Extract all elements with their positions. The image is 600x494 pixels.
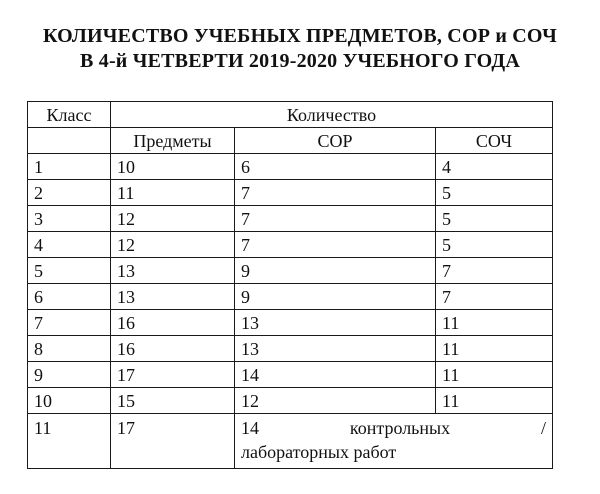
cell-sor: 9 bbox=[235, 284, 436, 310]
note-word: контрольных bbox=[349, 418, 451, 438]
cell-class: 10 bbox=[28, 388, 111, 414]
header-soch: СОЧ bbox=[436, 128, 553, 154]
table-row bbox=[28, 180, 553, 206]
cell-subjects: 16 bbox=[111, 336, 235, 362]
cell-subjects: 17 bbox=[111, 362, 235, 388]
table-row bbox=[28, 388, 553, 414]
cell-subjects: 11 bbox=[111, 180, 235, 206]
cell-class: 9 bbox=[28, 362, 111, 388]
cell-sor-note bbox=[235, 414, 553, 469]
cell-subjects: 16 bbox=[111, 310, 235, 336]
cell-sor: 14 bbox=[235, 362, 436, 388]
document-title bbox=[0, 24, 600, 74]
cell-class: 7 bbox=[28, 310, 111, 336]
cell-subjects: 12 bbox=[111, 232, 235, 258]
cell-soch: 5 bbox=[436, 232, 553, 258]
cell-soch: 5 bbox=[436, 180, 553, 206]
cell-subjects: 13 bbox=[111, 258, 235, 284]
cell-soch: 4 bbox=[436, 154, 553, 180]
note-line-2: лабораторных работ bbox=[241, 442, 397, 462]
cell-sor: 13 bbox=[235, 336, 436, 362]
cell-sor: 7 bbox=[235, 232, 436, 258]
cell-sor: 12 bbox=[235, 388, 436, 414]
header-sor: СОР bbox=[235, 128, 436, 154]
table-row bbox=[28, 336, 553, 362]
note-slash: / bbox=[541, 418, 547, 438]
cell-sor: 13 bbox=[235, 310, 436, 336]
table-row bbox=[28, 206, 553, 232]
cell-soch: 11 bbox=[436, 310, 553, 336]
table-row bbox=[28, 258, 553, 284]
cell-class: 5 bbox=[28, 258, 111, 284]
cell-soch: 11 bbox=[436, 388, 553, 414]
sor-value: 14 bbox=[241, 418, 259, 438]
cell-class: 1 bbox=[28, 154, 111, 180]
cell-class: 11 bbox=[28, 414, 111, 469]
table-row bbox=[28, 284, 553, 310]
header-empty-cell bbox=[28, 128, 111, 154]
cell-subjects: 15 bbox=[111, 388, 235, 414]
cell-soch: 5 bbox=[436, 206, 553, 232]
table-row bbox=[28, 154, 553, 180]
cell-soch: 7 bbox=[436, 284, 553, 310]
header-quantity: Количество bbox=[111, 102, 553, 128]
cell-subjects: 13 bbox=[111, 284, 235, 310]
cell-soch: 7 bbox=[436, 258, 553, 284]
header-row-sub bbox=[28, 128, 553, 154]
cell-class: 2 bbox=[28, 180, 111, 206]
cell-subjects: 17 bbox=[111, 414, 235, 469]
cell-sor: 7 bbox=[235, 206, 436, 232]
table-row bbox=[28, 310, 553, 336]
cell-sor: 7 bbox=[235, 180, 436, 206]
title-line-2: В 4-й ЧЕТВЕРТИ 2019-2020 УЧЕБНОГО ГОДА bbox=[80, 50, 520, 72]
table-row-last bbox=[28, 414, 553, 469]
cell-class: 3 bbox=[28, 206, 111, 232]
cell-subjects: 12 bbox=[111, 206, 235, 232]
header-subjects: Предметы bbox=[111, 128, 235, 154]
cell-sor: 9 bbox=[235, 258, 436, 284]
table-body bbox=[28, 102, 553, 469]
subjects-table bbox=[27, 101, 553, 469]
table-row bbox=[28, 232, 553, 258]
cell-class: 6 bbox=[28, 284, 111, 310]
cell-class: 4 bbox=[28, 232, 111, 258]
cell-soch: 11 bbox=[436, 336, 553, 362]
cell-class: 8 bbox=[28, 336, 111, 362]
note-line-1 bbox=[241, 416, 552, 440]
table-row bbox=[28, 362, 553, 388]
cell-subjects: 10 bbox=[111, 154, 235, 180]
title-line-1: КОЛИЧЕСТВО УЧЕБНЫХ ПРЕДМЕТОВ, СОР и СОЧ bbox=[42, 25, 558, 47]
header-row-top bbox=[28, 102, 553, 128]
header-class: Класс bbox=[28, 102, 111, 128]
cell-sor: 6 bbox=[235, 154, 436, 180]
cell-soch: 11 bbox=[436, 362, 553, 388]
